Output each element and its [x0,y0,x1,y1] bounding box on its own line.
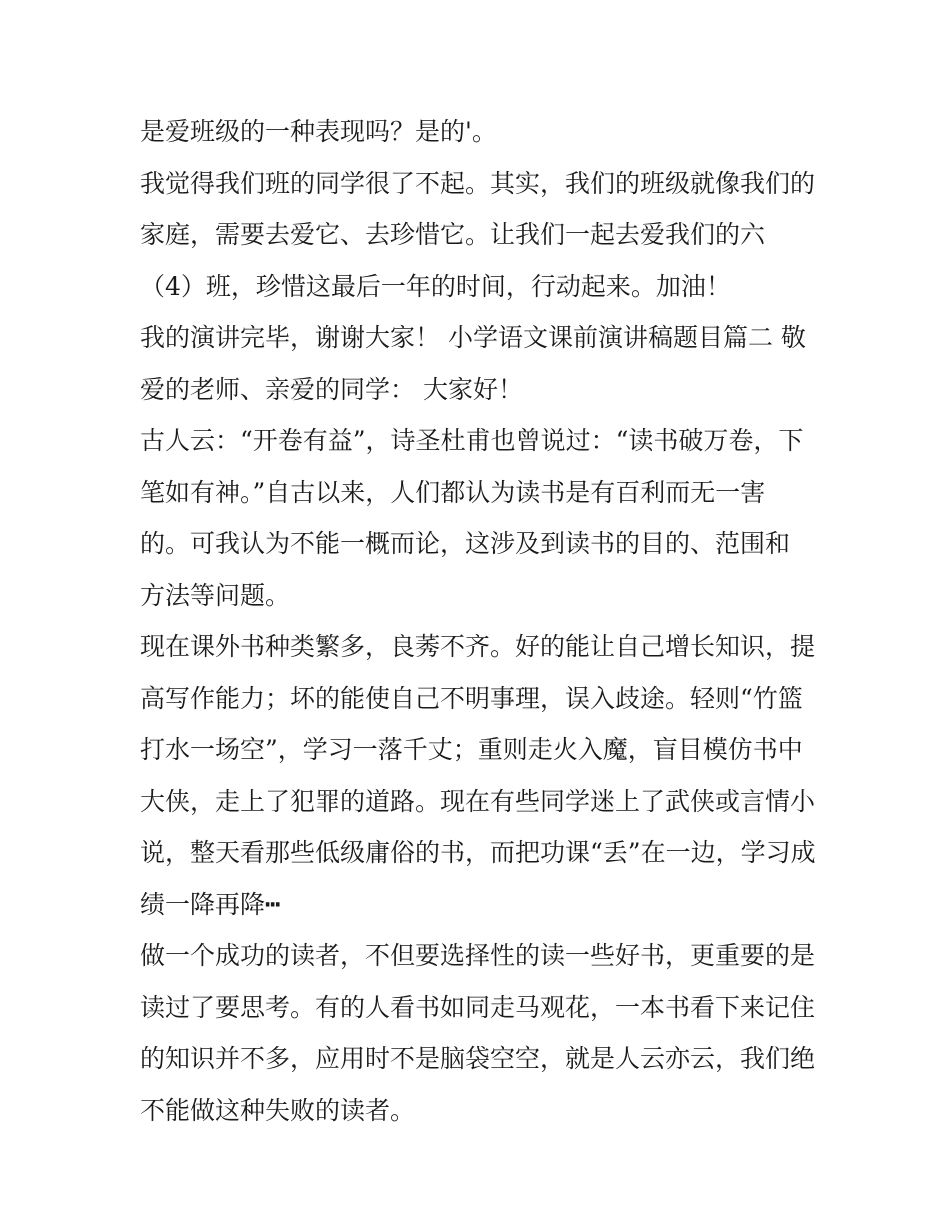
text-line: 打水一场空”，学习一落千丈；重则走火入魔，盲目模仿书中 [140,735,803,764]
text-line: 的。可我认为不能一概而论，这涉及到读书的目的、范围和 [140,529,791,558]
text-line: 笔如有神。”自古以来，人们都认为读书是有百利而无一害 [140,477,766,507]
text-line: 古人云：“开卷有益”，诗圣杜甫也曾说过：“读书破万卷，下 [140,426,804,455]
body-text [140,106,830,1136]
text-line: 的知识并不多，应用时不是脑袋空空，就是人云亦云，我们绝 [140,1044,816,1073]
text-line: 大侠，走上了犯罪的道路。现在有些同学迷上了武侠或言情小 [140,786,816,816]
text-line: 读过了要思考。有的人看书如同走马观花，一本书看下来记住 [140,992,816,1022]
text-line: 不能做这种失败的读者。 [140,1095,416,1125]
text-line: 说，整天看那些低级庸俗的书，而把功课“丢”在一边，学习成 [140,838,816,867]
text-line: 我的演讲完毕，谢谢大家！ 小学语文课前演讲稿题目篇二 敬 [140,323,806,352]
text-line: 方法等问题。 [140,580,291,610]
text-line: （4）班，珍惜这最后一年的时间，行动起来。加油！ [140,271,731,301]
text-line: 爱的老师、亲爱的同学： 大家好！ [140,374,523,404]
text-line: 我觉得我们班的同学很了不起。其实，我们的班级就像我们的 [140,168,816,198]
text-line: 现在课外书种类繁多，良莠不齐。好的能让自己增长知识，提 [140,632,816,661]
text-line: 做一个成功的读者，不但要选择性的读一些好书，更重要的是 [140,941,816,970]
text-line: 是爱班级的一种表现吗？是的'。 [140,117,497,146]
text-line: 高写作能力；坏的能使自己不明事理，误入歧途。轻则“竹篮 [140,683,803,713]
text-line: 家庭，需要去爱它、去珍惜它。让我们一起去爱我们的六 [140,220,766,249]
text-line: 绩一降再降┅ [140,889,281,919]
